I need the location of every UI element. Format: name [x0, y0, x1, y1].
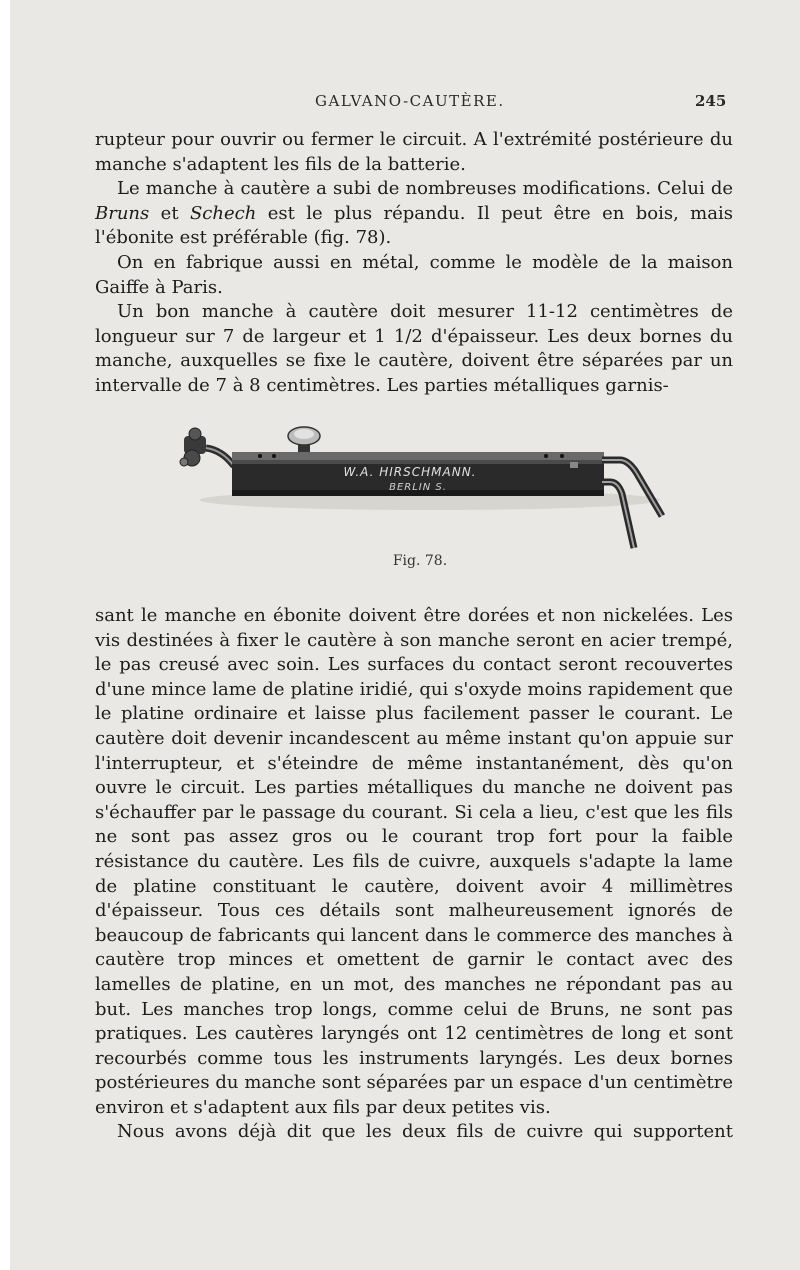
paragraph-p1: rupteur pour ouvrir ou fermer le circuit. A l'extrémité postérieure du manche s'adaptent les fils de la batterie. [95, 129, 733, 175]
paragraph-p6: Nous avons déjà dit que les deux fils de cuivre qui supportent [117, 1121, 733, 1143]
page-number: 245 [695, 92, 727, 110]
running-head [10, 92, 800, 116]
running-head-title: GALVANO-CAUTÈRE. [315, 92, 505, 110]
figure-78-cautery-handle [170, 420, 670, 555]
page-binding-edge [0, 0, 10, 1270]
figure-caption: Fig. 78. [392, 553, 448, 569]
paragraph-p5: sant le manche en ébonite doivent être dorées et non nickelées. Les vis destinées à fixer le cautère à son manche seront en acier trempé, le pas creusé avec soin. Les surfaces du contact seront recouvertes d'une mince lame de platine iridié, qui s'oxyde moins rapidement que le platine ordinaire et laisse plus facilement passer le courant. Le cautère doit devenir incandescent au même instant qu'on appuie sur l'interrupteur, et s'éteindre de même instantanément, dès qu'on ouvre le circuit. Les parties métalliques du manche ne doivent pas s'échauffer par le passage du courant. Si cela a lieu, c'est que les fils ne sont pas assez gros ou le courant trop fort pour la faible résistance du cautère. Les fils de cuivre, auxquels s'adapte la lame de platine constituant le cautère, doivent avoir 4 millimètres d'épaisseur. Tous ces détails sont malheureusement ignorés de beaucoup de fabricants qui lancent dans le commerce des manches à cautère trop minces et omettent de garnir le contact avec des lamelles de platine, en un mot, des manches ne répondant pas au but. Les manches trop longs, comme celui de Bruns, ne sont pas pratiques. Les cautères laryngés ont 12 centimètres de long et sont recourbés comme tous les instruments laryngés. Les deux bornes postérieures du manche sont séparées par un espace d'un centimètre environ et s'adaptent aux fils par deux petites vis. [95, 605, 733, 1118]
paragraph-p2: Le manche à cautère a subi de nombreuses modifications. Celui de Bruns et Schech est le plus répandu. Il peut être en bois, mais l'ébonite est préférable (fig. 78). [95, 178, 733, 249]
rear-terminal-screws [180, 428, 234, 466]
engraving-city: BERLIN S. [389, 482, 447, 493]
text-block-after-figure [95, 604, 733, 1145]
book-page [10, 0, 800, 1270]
text-block-before-figure [95, 128, 733, 399]
paragraph-p3: On en fabrique aussi en métal, comme le modèle de la maison Gaiffe à Paris. [95, 251, 733, 298]
paragraph-p4: Un bon manche à cautère doit mesurer 11-12 centimètres de longueur sur 7 de largeur et 1 1/2 d'épaisseur. Les deux bornes du manche, auxquelles se fixe le cautère, doivent être séparées par un intervalle de 7 à 8 centimètres. Les parties métalliques garnis- [95, 301, 733, 396]
engraving-maker: W.A. HIRSCHMANN. [343, 465, 477, 479]
interrupter-button [288, 427, 320, 456]
cautery-handle-illustration [170, 420, 670, 555]
